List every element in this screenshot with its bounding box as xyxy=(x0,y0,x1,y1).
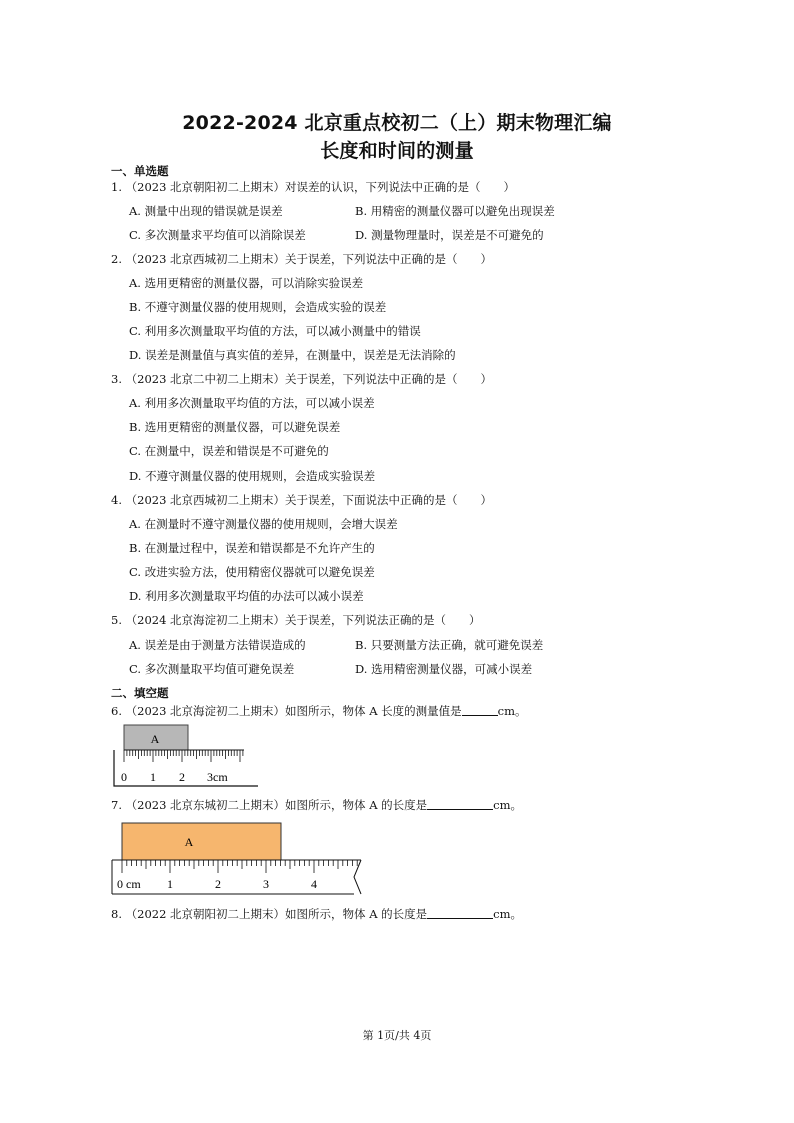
question-5-option-b: B. 只要测量方法正确，就可避免误差 xyxy=(355,638,544,652)
tick-label-0: 0 xyxy=(121,770,127,784)
question-7-stem xyxy=(111,797,522,813)
question-2-stem: 2. （2023 北京西城初二上期末）关于误差，下列说法中正确的是（ ） xyxy=(111,252,493,266)
question-5-stem: 5. （2024 北京海淀初二上期末）关于误差，下列说法正确的是（ ） xyxy=(111,613,481,627)
question-1-option-a: A. 测量中出现的错误就是误差 xyxy=(129,204,283,218)
question-1-option-c: C. 多次测量求平均值可以消除误差 xyxy=(129,228,306,242)
ruler-figure-1 xyxy=(108,722,263,790)
answer-blank[interactable] xyxy=(427,907,493,919)
question-2-option-c: C. 利用多次测量取平均值的方法，可以减小测量中的错误 xyxy=(129,324,421,338)
question-3-option-c: C. 在测量中，误差和错误是不可避免的 xyxy=(129,444,329,458)
tick-label-1: 1 xyxy=(150,770,156,784)
question-7-text: 7. （2023 北京东城初二上期末）如图所示，物体 A 的长度是 xyxy=(111,798,428,812)
ruler-ticks xyxy=(122,860,357,873)
question-2-option-b: B. 不遵守测量仪器的使用规则，会造成实验的误差 xyxy=(129,300,387,314)
document-subtitle: 长度和时间的测量 xyxy=(320,140,474,162)
question-6-unit: cm。 xyxy=(497,704,527,718)
question-3-option-d: D. 不遵守测量仪器的使用规则，会造成实验误差 xyxy=(129,469,376,483)
object-a-label: A xyxy=(184,835,194,849)
question-1-stem: 1. （2023 北京朝阳初二上期末）对误差的认识，下列说法中正确的是（ ） xyxy=(111,180,516,194)
question-8-text: 8. （2022 北京朝阳初二上期末）如图所示，物体 A 的长度是 xyxy=(111,907,428,921)
question-2-option-d: D. 误差是测量值与真实值的差异，在测量中，误差是无法消除的 xyxy=(129,348,456,362)
answer-blank[interactable] xyxy=(462,704,498,716)
section-heading-fill-blank: 二、填空题 xyxy=(111,686,169,700)
question-4-option-d: D. 利用多次测量取平均值的办法可以减小误差 xyxy=(129,589,364,603)
question-6-text: 6. （2023 北京海淀初二上期末）如图所示，物体 A 长度的测量值是 xyxy=(111,704,462,718)
tick-label-3: 3 xyxy=(263,877,269,891)
tick-label-4: 4 xyxy=(311,877,317,891)
page-footer: 第 1页/共 4页 xyxy=(362,1029,432,1042)
tick-label-2: 2 xyxy=(179,770,185,784)
question-3-stem: 3. （2023 北京二中初二上期末）关于误差，下列说法中正确的是（ ） xyxy=(111,372,493,386)
question-4-option-c: C. 改进实验方法，使用精密仪器就可以避免误差 xyxy=(129,565,375,579)
question-1-option-d: D. 测量物理量时，误差是不可避免的 xyxy=(355,228,544,242)
document-title: 2022-2024 北京重点校初二（上）期末物理汇编 xyxy=(182,112,612,134)
answer-blank[interactable] xyxy=(427,798,493,810)
question-4-stem: 4. （2023 北京西城初二上期末）关于误差，下面说法中正确的是（ ） xyxy=(111,493,493,507)
question-8-unit: cm。 xyxy=(493,907,523,921)
question-6-stem xyxy=(111,703,527,719)
question-1-option-b: B. 用精密的测量仪器可以避免出现误差 xyxy=(355,204,555,218)
object-a-block xyxy=(122,823,281,860)
question-4-option-a: A. 在测量时不遵守测量仪器的使用规则，会增大误差 xyxy=(129,517,398,531)
tick-label-0: 0 cm xyxy=(117,877,141,891)
tick-label-1: 1 xyxy=(167,877,173,891)
object-a-label: A xyxy=(150,732,160,746)
section-heading-single-choice: 一、单选题 xyxy=(111,164,169,178)
question-5-option-d: D. 选用精密测量仪器，可减小误差 xyxy=(355,662,533,676)
question-3-option-a: A. 利用多次测量取平均值的方法，可以减小误差 xyxy=(129,396,375,410)
question-3-option-b: B. 选用更精密的测量仪器，可以避免误差 xyxy=(129,420,341,434)
ruler-figure-2 xyxy=(108,820,370,898)
question-2-option-a: A. 选用更精密的测量仪器，可以消除实验误差 xyxy=(129,276,364,290)
question-4-option-b: B. 在测量过程中，误差和错误都是不允许产生的 xyxy=(129,541,375,555)
question-5-option-c: C. 多次测量取平均值可避免误差 xyxy=(129,662,295,676)
tick-label-2: 2 xyxy=(215,877,221,891)
tick-label-3: 3cm xyxy=(207,770,228,784)
question-7-unit: cm。 xyxy=(493,798,523,812)
question-8-stem xyxy=(111,906,522,922)
question-5-option-a: A. 误差是由于测量方法错误造成的 xyxy=(129,638,306,652)
ruler-ticks xyxy=(124,750,243,762)
